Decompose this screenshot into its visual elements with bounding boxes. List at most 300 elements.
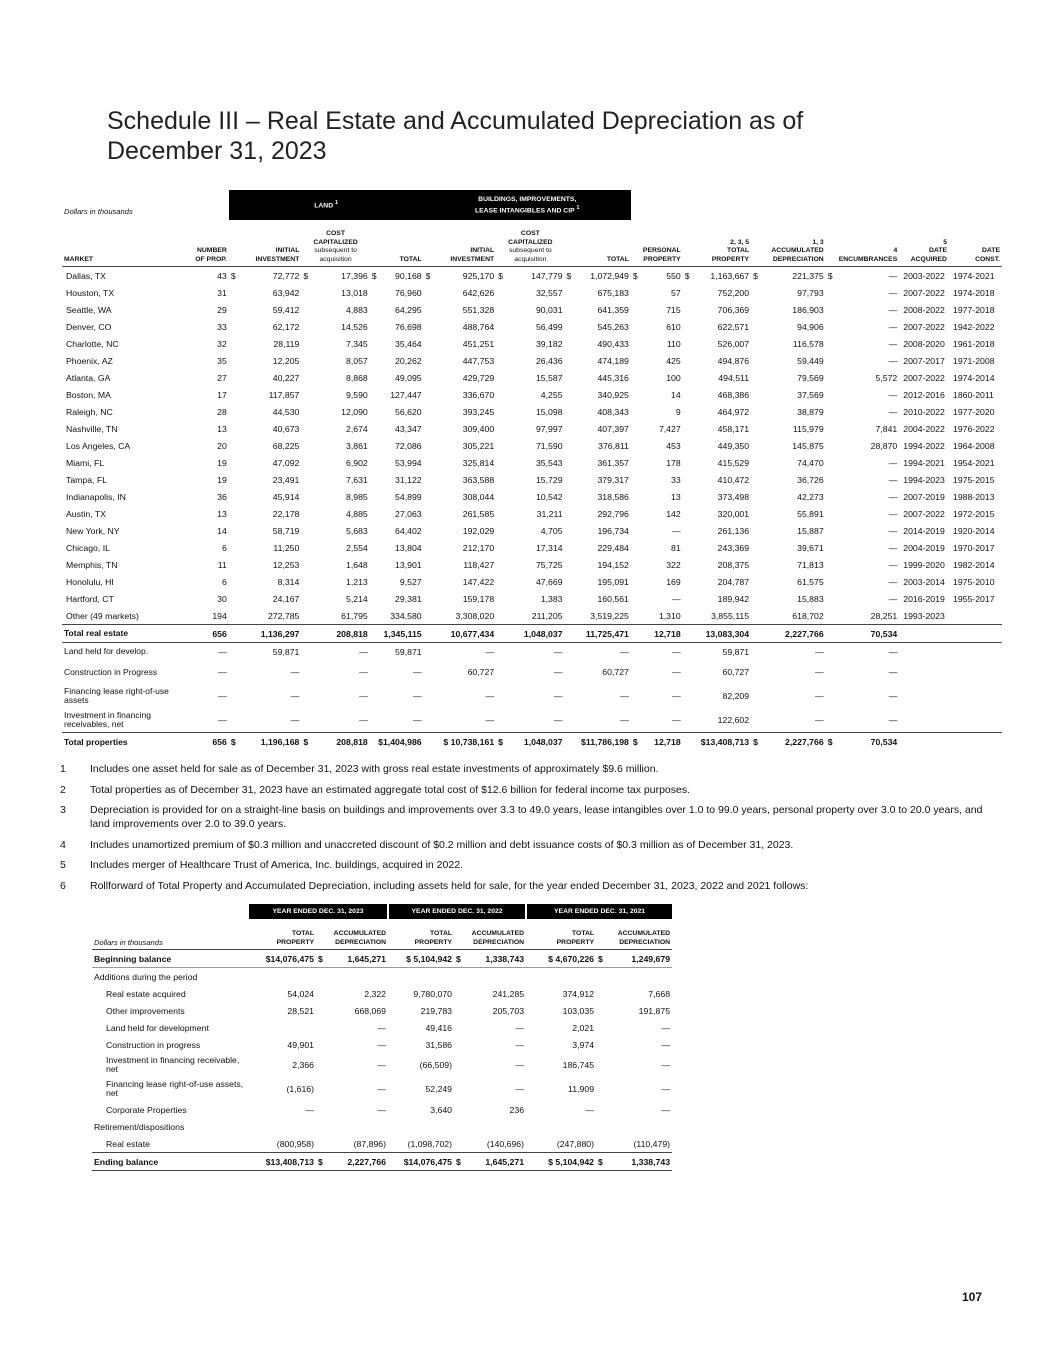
value-cell — [751, 643, 826, 661]
cell-text: 63,942 — [272, 287, 300, 298]
cell-text: Land held for development — [106, 1022, 209, 1033]
cell-text: Real estate acquired — [106, 988, 186, 999]
cell-text: 147,779 — [531, 270, 563, 281]
value-cell — [370, 660, 424, 684]
value-cell — [248, 1101, 316, 1118]
value-cell — [826, 437, 900, 454]
cell-text: Charlotte, NC — [66, 338, 119, 349]
value-cell — [248, 985, 316, 1002]
value-cell — [179, 318, 229, 335]
value-cell — [949, 556, 1002, 573]
value-cell — [949, 420, 1002, 437]
value-cell — [248, 950, 316, 968]
value-cell — [388, 950, 454, 968]
value-cell — [631, 267, 683, 285]
cell-text: 211,205 — [531, 610, 563, 621]
cell-text: Ending balance — [94, 1156, 159, 1167]
cell-text: 451,251 — [462, 338, 495, 349]
market-cell — [62, 420, 179, 437]
cell-text: 22,178 — [272, 508, 300, 519]
row-label — [92, 1053, 248, 1077]
value-cell — [370, 437, 424, 454]
cell-text: 29,381 — [395, 593, 422, 604]
cell-text: 5,214 — [346, 593, 368, 604]
table-row — [92, 1077, 672, 1101]
cell-text: 7,427 — [658, 423, 681, 434]
cell-text: 31 — [217, 287, 227, 298]
value-cell — [683, 301, 751, 318]
cell-text: 393,245 — [462, 406, 495, 417]
cell-text: 32 — [217, 338, 227, 349]
cell-text: 445,316 — [597, 372, 629, 383]
value-cell — [229, 369, 302, 386]
cell-text: 494,511 — [718, 372, 750, 383]
cell-text: 2,227,766 — [347, 1156, 387, 1167]
cell-text: 1,213 — [346, 576, 368, 587]
cell-text: 31,586 — [425, 1039, 453, 1050]
footnote-number: 6 — [60, 879, 66, 892]
cell-text: 59,449 — [797, 355, 824, 366]
value-cell — [899, 607, 949, 625]
cell-text: 2003-2014 — [903, 576, 945, 587]
value-cell — [751, 437, 826, 454]
table-row — [62, 352, 1002, 369]
table-row — [92, 1019, 672, 1036]
value-cell — [424, 660, 497, 684]
value-cell — [899, 471, 949, 488]
value-cell — [565, 684, 631, 708]
value-cell — [899, 454, 949, 471]
value-cell — [388, 1077, 454, 1101]
market-cell — [62, 267, 179, 285]
cell-text: 56,499 — [535, 321, 563, 332]
value-cell — [631, 471, 683, 488]
cell-text: $ 5,104,942 — [548, 1156, 595, 1167]
value-cell — [301, 454, 369, 471]
value-cell — [565, 660, 631, 684]
cell-text: — — [672, 667, 681, 677]
value-cell — [683, 607, 751, 625]
value-cell — [826, 488, 900, 505]
value-cell — [370, 505, 424, 522]
value-cell — [899, 708, 949, 733]
cell-text: 178 — [666, 457, 681, 468]
value-cell — [454, 1118, 526, 1135]
cell-text: 4,255 — [540, 389, 563, 400]
cell-text: — — [553, 646, 563, 657]
table-row — [92, 1153, 672, 1171]
cell-text: 195,091 — [597, 576, 629, 587]
cell-text: 37,569 — [797, 389, 824, 400]
value-cell — [631, 522, 683, 539]
cell-text: 64,295 — [395, 304, 422, 315]
cell-text: Real estate — [106, 1138, 150, 1149]
cell-text: 15,729 — [535, 474, 563, 485]
cell-text: 64,402 — [395, 525, 422, 536]
value-cell — [949, 352, 1002, 369]
cell-text: 117,857 — [268, 389, 300, 400]
cell-text: Los Angeles, CA — [66, 440, 131, 451]
value-cell — [229, 625, 302, 643]
cell-text: 1942-2022 — [952, 321, 995, 332]
cell-text: 219,783 — [420, 1005, 453, 1016]
cell-text: 74,470 — [797, 457, 824, 468]
cell-text: 2003-2022 — [903, 270, 945, 281]
value-cell — [388, 1153, 454, 1171]
value-cell — [424, 318, 497, 335]
value-cell — [229, 454, 302, 471]
value-cell — [301, 284, 369, 301]
cell-text: 38,879 — [797, 406, 824, 417]
footnote-text: Total properties as of December 31, 2023 have an estimated aggregate total cost of $12.6 billion for federal income tax purposes. — [90, 783, 691, 796]
value-cell — [565, 369, 631, 386]
value-cell — [526, 985, 596, 1002]
value-cell — [316, 1019, 388, 1036]
cell-text: — — [888, 457, 898, 468]
cell-text: 8,057 — [346, 355, 368, 366]
table-row — [62, 643, 1002, 661]
value-cell — [424, 708, 497, 733]
value-cell — [454, 1101, 526, 1118]
cell-text: — — [888, 576, 898, 587]
value-cell — [316, 1101, 388, 1118]
value-cell — [316, 1036, 388, 1053]
cell-text: — — [553, 667, 563, 677]
cell-text: — — [888, 542, 898, 553]
rollforward-table — [92, 904, 672, 1171]
cell-text: Financing lease right-of-use assets, net — [106, 1079, 244, 1098]
cell-text: Atlanta, GA — [66, 372, 111, 383]
cell-text: 12,718 — [654, 737, 681, 747]
value-cell — [301, 539, 369, 556]
value-cell — [949, 505, 1002, 522]
value-cell — [949, 488, 1002, 505]
value-cell — [565, 625, 631, 643]
value-cell — [826, 420, 900, 437]
value-cell — [179, 284, 229, 301]
value-cell — [179, 733, 229, 752]
cell-text: 33 — [217, 321, 227, 332]
value-cell — [316, 1077, 388, 1101]
cell-text: 70,534 — [870, 628, 898, 639]
value-cell — [596, 1019, 672, 1036]
cell-text: — — [515, 1060, 525, 1070]
value-cell — [899, 352, 949, 369]
value-cell — [316, 985, 388, 1002]
cell-text: 656 — [212, 737, 227, 747]
value-cell — [631, 660, 683, 684]
cell-text: Honolulu, HI — [66, 576, 114, 587]
value-cell — [631, 733, 683, 752]
cell-text: 2,554 — [346, 542, 368, 553]
value-cell — [949, 643, 1002, 661]
value-cell — [826, 403, 900, 420]
cell-text: 449,350 — [717, 440, 750, 451]
value-cell — [899, 539, 949, 556]
value-cell — [826, 369, 900, 386]
value-cell — [424, 607, 497, 625]
cell-text: 305,221 — [462, 440, 495, 451]
cell-text: (66,509) — [419, 1060, 453, 1070]
value-cell — [370, 488, 424, 505]
value-cell — [565, 301, 631, 318]
dollar-sign: $ — [230, 737, 236, 747]
col-bldg-initial: INITIAL INVESTMENT — [424, 220, 497, 267]
col-personal-property: PERSONAL PROPERTY — [631, 220, 683, 267]
value-cell — [631, 539, 683, 556]
cell-text: 36 — [217, 491, 227, 502]
value-cell — [526, 1053, 596, 1077]
value-cell — [683, 556, 751, 573]
table-row — [92, 985, 672, 1002]
cell-text: Indianapolis, IN — [66, 491, 126, 502]
cell-text: 19 — [217, 457, 227, 468]
row-label — [92, 950, 248, 968]
value-cell — [565, 352, 631, 369]
cell-text: 44,530 — [272, 406, 300, 417]
cell-text: Memphis, TN — [66, 559, 118, 570]
cell-text: 60,727 — [467, 667, 495, 677]
value-cell — [826, 708, 900, 733]
value-cell — [596, 1036, 672, 1053]
cell-text: 61,575 — [797, 576, 824, 587]
cell-text: 28 — [217, 406, 227, 417]
cell-text: 1975-2015 — [952, 474, 995, 485]
cell-text: — — [888, 559, 898, 570]
cell-text: 6 — [221, 576, 227, 587]
row-label — [92, 1077, 248, 1101]
dollar-sign: $ — [498, 737, 503, 747]
value-cell — [596, 1153, 672, 1171]
cell-text: 5,572 — [875, 372, 898, 383]
cell-text: 72,772 — [272, 270, 300, 281]
cell-text: 3,861 — [346, 440, 368, 451]
col-bldg-cost-capitalized: COST CAPITALIZED subsequent to acquisition — [496, 220, 564, 267]
dollar-sign: $ — [632, 737, 638, 747]
value-cell — [565, 733, 631, 752]
value-cell — [496, 403, 564, 420]
cell-text: Other improvements — [106, 1005, 185, 1016]
value-cell — [370, 539, 424, 556]
cell-text: $ 4,670,226 — [548, 953, 595, 964]
footnote-number: 4 — [60, 838, 66, 851]
cell-text: 308,044 — [462, 491, 495, 502]
value-cell — [454, 985, 526, 1002]
cell-text: 81 — [671, 542, 681, 553]
cell-text: $ 5,104,942 — [406, 953, 453, 964]
value-cell — [899, 335, 949, 352]
cell-text: 194 — [212, 610, 227, 621]
cell-text: 13 — [217, 423, 227, 434]
year-header-2023: YEAR ENDED DEC. 31, 2023 — [248, 904, 388, 919]
table-row — [62, 335, 1002, 352]
cell-text: 8,314 — [277, 576, 300, 587]
table-row — [92, 1002, 672, 1019]
value-cell — [496, 437, 564, 454]
value-cell — [424, 643, 497, 661]
value-cell — [370, 522, 424, 539]
cell-text: 27 — [217, 372, 227, 383]
cell-text: — — [359, 691, 368, 701]
footnote-text: Includes unamortized premium of $0.3 million and unaccreted discount of $0.2 million and debt issuance costs of $0.3 million as of December 31, 2023. — [90, 838, 794, 851]
value-cell — [229, 318, 302, 335]
cell-text: Denver, CO — [66, 321, 112, 332]
value-cell — [179, 590, 229, 607]
cell-text: 309,400 — [462, 423, 495, 434]
value-cell — [179, 607, 229, 625]
value-cell — [596, 1118, 672, 1135]
value-cell — [631, 352, 683, 369]
value-cell — [301, 352, 369, 369]
value-cell — [949, 660, 1002, 684]
value-cell — [751, 539, 826, 556]
table-row — [92, 1118, 672, 1135]
cell-text: — — [888, 304, 898, 315]
cell-text: 39,182 — [535, 338, 563, 349]
market-cell — [62, 505, 179, 522]
value-cell — [526, 968, 596, 986]
market-cell — [62, 301, 179, 318]
cell-text: 2007-2019 — [903, 491, 945, 502]
value-cell — [179, 708, 229, 733]
value-cell — [454, 1036, 526, 1053]
footnote — [60, 858, 990, 872]
value-cell — [899, 590, 949, 607]
cell-text: 70,534 — [870, 737, 898, 747]
cell-text: — — [672, 646, 681, 657]
dollar-sign: $ — [753, 270, 758, 281]
cell-text: 29 — [217, 304, 227, 315]
value-cell — [949, 437, 1002, 454]
value-cell — [899, 733, 949, 752]
value-cell — [826, 556, 900, 573]
total-row — [62, 625, 1002, 643]
table-row — [62, 284, 1002, 301]
cell-text: 545,263 — [597, 321, 629, 332]
cell-text: — — [377, 1039, 387, 1050]
cell-text: 27,063 — [395, 508, 422, 519]
value-cell — [496, 420, 564, 437]
page-title: Schedule III – Real Estate and Accumulated Depreciation as of December 31, 2023 — [107, 107, 804, 165]
footnote-number: 2 — [60, 783, 66, 796]
cell-text: 2007-2022 — [903, 372, 945, 383]
value-cell — [496, 505, 564, 522]
cell-text: 1,310 — [658, 610, 681, 621]
value-cell — [631, 454, 683, 471]
value-cell — [496, 539, 564, 556]
cell-text: 490,433 — [597, 338, 629, 349]
cell-text: 241,285 — [492, 988, 525, 999]
value-cell — [631, 708, 683, 733]
value-cell — [751, 318, 826, 335]
value-cell — [826, 625, 900, 643]
market-cell — [62, 590, 179, 607]
market-cell — [62, 539, 179, 556]
cell-text: 3,855,115 — [711, 610, 750, 621]
value-cell — [496, 301, 564, 318]
cell-text: Other (49 markets) — [66, 610, 139, 621]
market-cell — [62, 318, 179, 335]
value-cell — [316, 1135, 388, 1153]
col-total-property: TOTAL PROPERTY — [248, 919, 316, 950]
cell-text: 1,136,297 — [260, 628, 300, 639]
value-cell — [179, 573, 229, 590]
value-cell — [496, 318, 564, 335]
value-cell — [370, 369, 424, 386]
value-cell — [370, 643, 424, 661]
footnote-text: Rollforward of Total Property and Accumulated Depreciation, including assets held for sale, for the year ended December 31, 2023, 2022 and 2021 follows: — [90, 879, 809, 892]
cell-text: — — [359, 667, 368, 677]
value-cell — [949, 573, 1002, 590]
footnote — [60, 803, 990, 831]
cell-text: (1,616) — [286, 1084, 314, 1094]
cell-text: 47,669 — [535, 576, 563, 587]
cell-text: — — [218, 667, 227, 677]
col-date-acquired: 5 DATE ACQUIRED — [899, 220, 949, 267]
cell-text: 494,876 — [717, 355, 750, 366]
value-cell — [229, 684, 302, 708]
table-row — [62, 437, 1002, 454]
cell-text: 1,196,168 — [260, 737, 300, 747]
value-cell — [899, 369, 949, 386]
value-cell — [229, 352, 302, 369]
value-cell — [179, 403, 229, 420]
value-cell — [596, 1135, 672, 1153]
value-cell — [179, 684, 229, 708]
cell-text: 4,705 — [540, 525, 563, 536]
cell-text: 10,677,434 — [450, 628, 495, 639]
cell-text: 272,785 — [267, 610, 300, 621]
table-row — [62, 267, 1002, 285]
market-cell — [62, 708, 179, 733]
table-row — [62, 590, 1002, 607]
value-cell — [751, 301, 826, 318]
cell-text: 8,985 — [346, 491, 368, 502]
value-cell — [496, 660, 564, 684]
cell-text: 9,527 — [399, 576, 422, 587]
value-cell — [631, 505, 683, 522]
cell-text: 2,322 — [364, 988, 387, 999]
cell-text: 1961-2018 — [952, 338, 995, 349]
dollar-sign: $ — [318, 953, 323, 964]
value-cell — [301, 643, 369, 661]
value-cell — [526, 1019, 596, 1036]
cell-text: 97,997 — [535, 423, 563, 434]
cell-text: 1994-2021 — [903, 457, 945, 468]
cell-text: 361,357 — [597, 457, 629, 468]
value-cell — [301, 301, 369, 318]
cell-text: 3,519,225 — [590, 610, 629, 621]
cell-text: 60,727 — [722, 667, 750, 677]
value-cell — [631, 590, 683, 607]
col-land-total: TOTAL — [370, 220, 424, 267]
cell-text: 49,416 — [425, 1022, 453, 1033]
col-accumulated-depreciation: ACCUMULATED DEPRECIATION — [454, 919, 526, 950]
table-row — [62, 471, 1002, 488]
cell-text: 656 — [212, 628, 227, 639]
cell-text: 12,718 — [654, 628, 681, 639]
value-cell — [424, 352, 497, 369]
value-cell — [388, 1036, 454, 1053]
value-cell — [229, 301, 302, 318]
col-accumulated-depreciation: 1, 3 ACCUMULATED DEPRECIATION — [751, 220, 826, 267]
row-label — [92, 1019, 248, 1036]
value-cell — [370, 471, 424, 488]
value-cell — [496, 488, 564, 505]
cell-text: 5,683 — [346, 525, 368, 536]
table-row — [62, 539, 1002, 556]
cell-text: — — [377, 1022, 387, 1033]
